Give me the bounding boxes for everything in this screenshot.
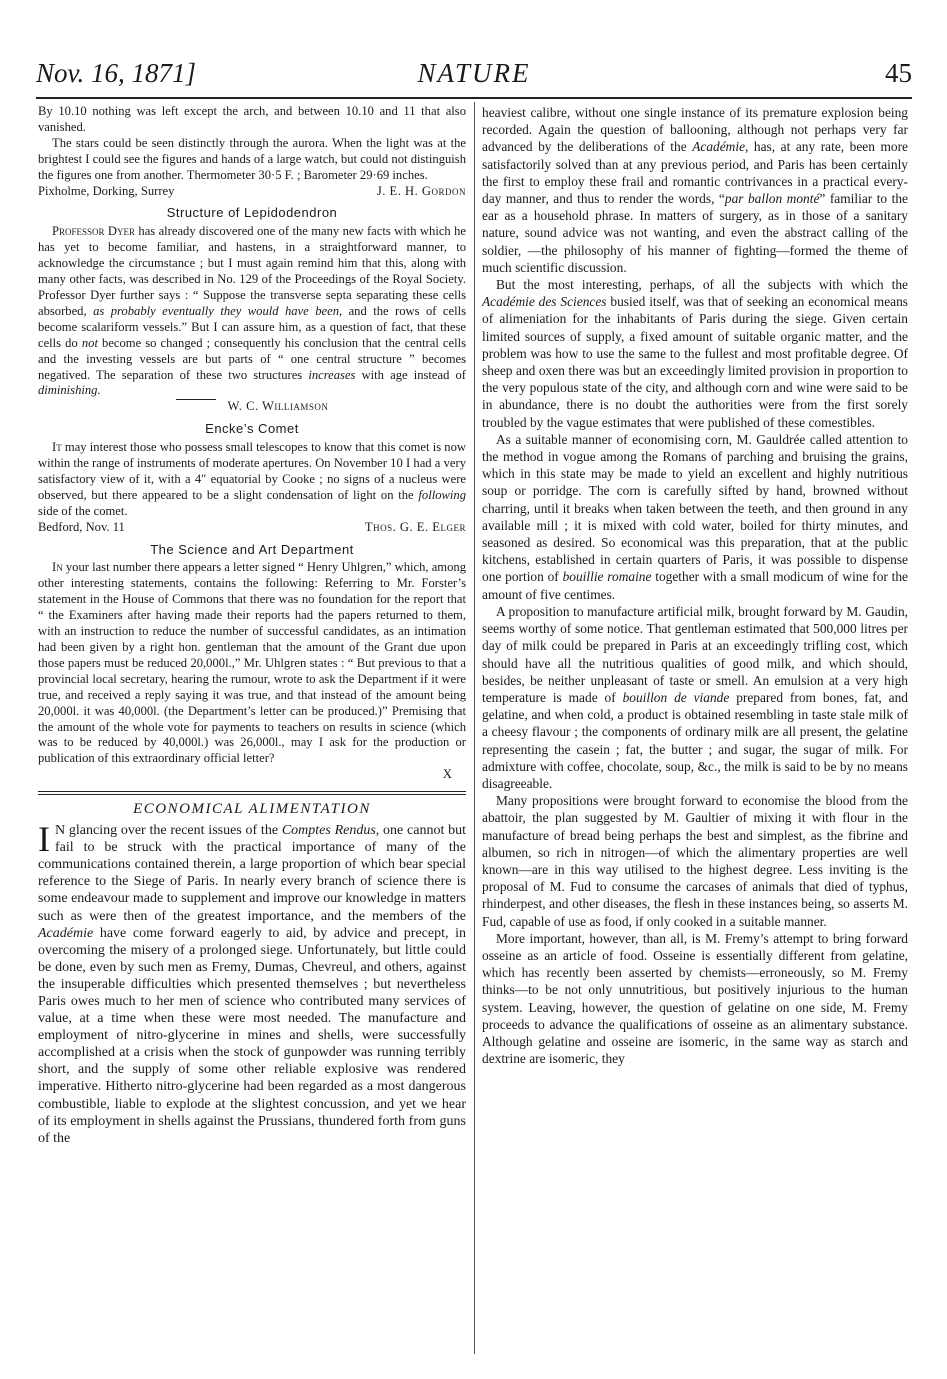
drop-cap: I — [38, 819, 50, 860]
encke-heading: Encke’s Comet — [205, 421, 299, 437]
encke-paragraph: It may interest those who possess small telescopes to know that this comet is now within the range of instruments of moderate apertures. On November 10 I had a very satisfactory view of it, with a 4″ equatorial by Cooke ; no signs of a nucleus were observed, but there appeared to be a slight condensation of light on the following side of the comet. — [38, 440, 466, 518]
aurora-place: Pixholme, Dorking, Surrey — [38, 183, 175, 198]
journal-title: NATURE — [417, 58, 531, 88]
science-art-signature — [38, 767, 466, 783]
lepidodendron-paragraph: Professor Dyer has already discovered one of the many new facts with which he has yet to become familiar, and hastens, in a straightforward manner, to acknowledge the circumstance ; but I must again remind him that this, along with many other facts, was described in No. 129 of the Proceedings of the Royal Society. Professor Dyer further says : “ Suppose the transverse septa separating these cells absorbed, as probably eventually they would have been, and the rows of cells become scalariform vessels.” But I can assure him, as a question of fact, that these cells do not become so changed ; consequently his conclusion that the central cells and the investing vessels are but parts of “ one central structure ” becomes negatived. The separation of these two structures increases with age instead of diminishing. — [38, 224, 467, 398]
article-rule-top — [38, 791, 466, 792]
aurora-author: J. E. H. Gordon — [376, 183, 466, 198]
column-divider — [474, 102, 475, 1354]
article-paragraph-4: As a suitable manner of economising corn, M. Gauldrée called attention to the method in vogue among the Romans of parching and bruising the grains, which in this state may be made to yield an excellent and highly nutritious soup or porridge. The corn is carefully sifted by hand, browned without charring, until it breaks when taken between the teeth, and then ground in any available mill ; it is mixed with cold water, boiled for thirty minutes, and seasoned as desired. So economical was this preparation, that at the public kitchens, established in certain quarters of Paris, it was possible to dispense one portion of bouillie romaine together with a small modicum of wine for the amount of five centimes. — [482, 431, 909, 602]
signature-dash — [176, 399, 216, 415]
lepidodendron-heading: Structure of Lepidodendron — [166, 205, 338, 221]
science-art-paragraph: In your last number there appears a letter signed “ Henry Uhlgren,” which, among other interesting statements, contains the following: Referring to Mr. Forster’s statement in the House of Commons that there was no foundation for the report that “ the Examiners after having made their reports had the papers returned to them, with an instruction to reduce the number of successful candidates, as an intimation had been given by a right hon. gentleman that the amount of the Grant due upon those papers must be reduced 20,000l.,” Mr. Uhlgren states : “ But previous to that a provincial local secretary, hearing the rumour, wrote to ask the Department if it were true, and received a reply saying it was true, and that instead of the amount being 20,000l. it was 40,000l. (the Department’s letter can be produced.)” Premising that the amount of the whole vote for payments to teachers on results in science (which was to be reduced by 40,000l.) was 26,000l., may I ask for the production or publication of this extraordinary official letter? — [38, 560, 466, 766]
aurora-signature — [38, 184, 466, 200]
article-rule-bottom — [38, 794, 466, 795]
article-paragraph-5: A proposition to manufacture artificial milk, brought forward by M. Gaudin, seems worthy of some notice. That gentleman estimated that 500,000 litres per day of milk could be prepared in Paris at an exceedingly trifling cost, which should have all the nutritious qualities of good milk, and which should, besides, be neither unpleasant of taste or smell. An emulsion at a very high temperature is made of bouillon de viande prepared from bones, fat, and gelatine, and when cold, a product is obtained resembling in taste stale milk of a cheesy flavour ; the components of ordinary milk are all present, the gelatine representing the casein ; fat, the butter ; and sugar, the sugar of milk. For admixture with coffee, chocolate, soup, &c., the milk is said to be by no means disagreeable. — [482, 603, 908, 791]
lepidodendron-author: W. C. Williamson — [227, 399, 329, 414]
encke-author: Thos. G. E. Elger — [364, 519, 466, 534]
left-column — [38, 104, 466, 1147]
page-number: 45 — [885, 58, 912, 88]
encke-place: Bedford, Nov. 11 — [38, 519, 125, 534]
article-paragraph-7: More important, however, than all, is M. Fremy’s attempt to bring forward osseine as an article of food. Osseine is essentially different from gelatine, which has recently been asserted by chemists—erroneously, so M. Fremy thinks—to be not only unnutritious, but positively injurious to the human system. Leaving, however, the question of gelatine on one side, M. Fremy proceeds to advance the qualifications of osseine as an alimentary substance. Although gelatine and osseine are isomeric, in the same way as starch and dextrine are isomeric, they — [482, 930, 908, 1067]
right-column — [482, 104, 908, 1067]
header-rule — [36, 97, 912, 99]
article-paragraph-6: Many propositions were brought forward to economise the blood from the abattoir, the plan suggested by M. Gaultier of mixing it with flour in the manufacture of bread being perhaps the best and simplest, as the fibrine and albumen, so rich in nitrogen—of which the alimentary properties are well known—are in this way utilised to the highest degree. Less inviting is the proposal of M. Fud to consume the carcases of animals that died of typhus, rhinderpest, and other diseases, the flesh in these instances being, so asserts M. Fud, capable of use as food, if only cooked in a suitable manner. — [482, 793, 908, 929]
lepidodendron-signature — [38, 399, 466, 415]
science-art-author: X — [442, 767, 452, 782]
page-header — [36, 58, 912, 94]
article-paragraph-3: But the most interesting, perhaps, of all the subjects with which the Académie des Sciences busied itself, was that of seeking an economical means of alimeniation for the inhabitants of Paris during the siege. Given certain limited sources of supply, a fixed amount of suitable organic matter, and the problem was how to use the same to the fullest and most profitable degree. Of sheep and oxen there was but an exceedingly limited provision in proportion to the very populous state of the city, and although corn and wine were said to be in abundance, there is no doubt the authorities were from the first sorely troubled by the vague estimates that were published of these comestibles. — [482, 277, 908, 430]
article-paragraph-1: I N glancing over the recent issues of the Comptes Rendus, one cannot but fail to be struck with the practical importance of many of the communications contained therein, a large proportion of which bear special reference to the Siege of Paris. In nearly every branch of science there is some endeavour made to supplement and improve our knowledge in matters such as were then of the greatest importance, and the members of the Académie have come forward eagerly to aid, by advice and precept, in overcoming the misery of a prolonged siege. Unfortunately, but little could be done, even by such men as Fremy, Dumas, Chevreul, and others, against the insuperable difficulties which presented themselves ; but nevertheless Paris owes much to her men of science who contributed many services of value, at a time when these were most needed. The manufacture and employment of nitro-glycerine in mines and shells, were successfully accomplished at a crisis when the stock of gunpowder was running terribly short, and the supply of some other reliable explosive was rendered imperative. Hitherto nitro-glycerine had been regarded as a most dangerous combustible, liable to explode at the slightest concussion, and yet we hear of its employment in shells against the Prussians, thundered forth from guns of the — [38, 819, 467, 1146]
article-paragraph-2: heaviest calibre, without one single instance of its premature explosion being recorded. Again the question of ballooning, although not perhaps very far advanced by the deliberations of the Académie, has, at any rate, been more satisfactorily solved than at any previous period, and Paris has been certainly the first to employ these frail and romantic contrivances in a practical every-day manner, and thus to render the words, “par ballon monté” familiar to the ear as a household phrase. In matters of surgery, as in those of a sanitary nature, sound advice was not wanting, and even the abstract calling of the soldier, —the philosophy of his manner of fighting—formed the theme of much scientific discussion. — [482, 105, 908, 275]
encke-signature — [38, 520, 466, 536]
aurora-paragraph-2: The stars could be seen distinctly through the aurora. When the light was at the brightest I could see the figures and hands of a large watch, but could not distinguish the figures one from another. Thermometer 30·5 F. ; Barometer 29·69 inches. — [38, 135, 466, 182]
aurora-paragraph-1: By 10.10 nothing was left except the arch, and between 10.10 and 11 that also vanished. — [38, 104, 466, 134]
science-art-heading: The Science and Art Department — [150, 541, 354, 557]
article-title: ECONOMICAL ALIMENTATION — [133, 801, 371, 818]
issue-date: Nov. 16, 1871] — [36, 58, 196, 88]
